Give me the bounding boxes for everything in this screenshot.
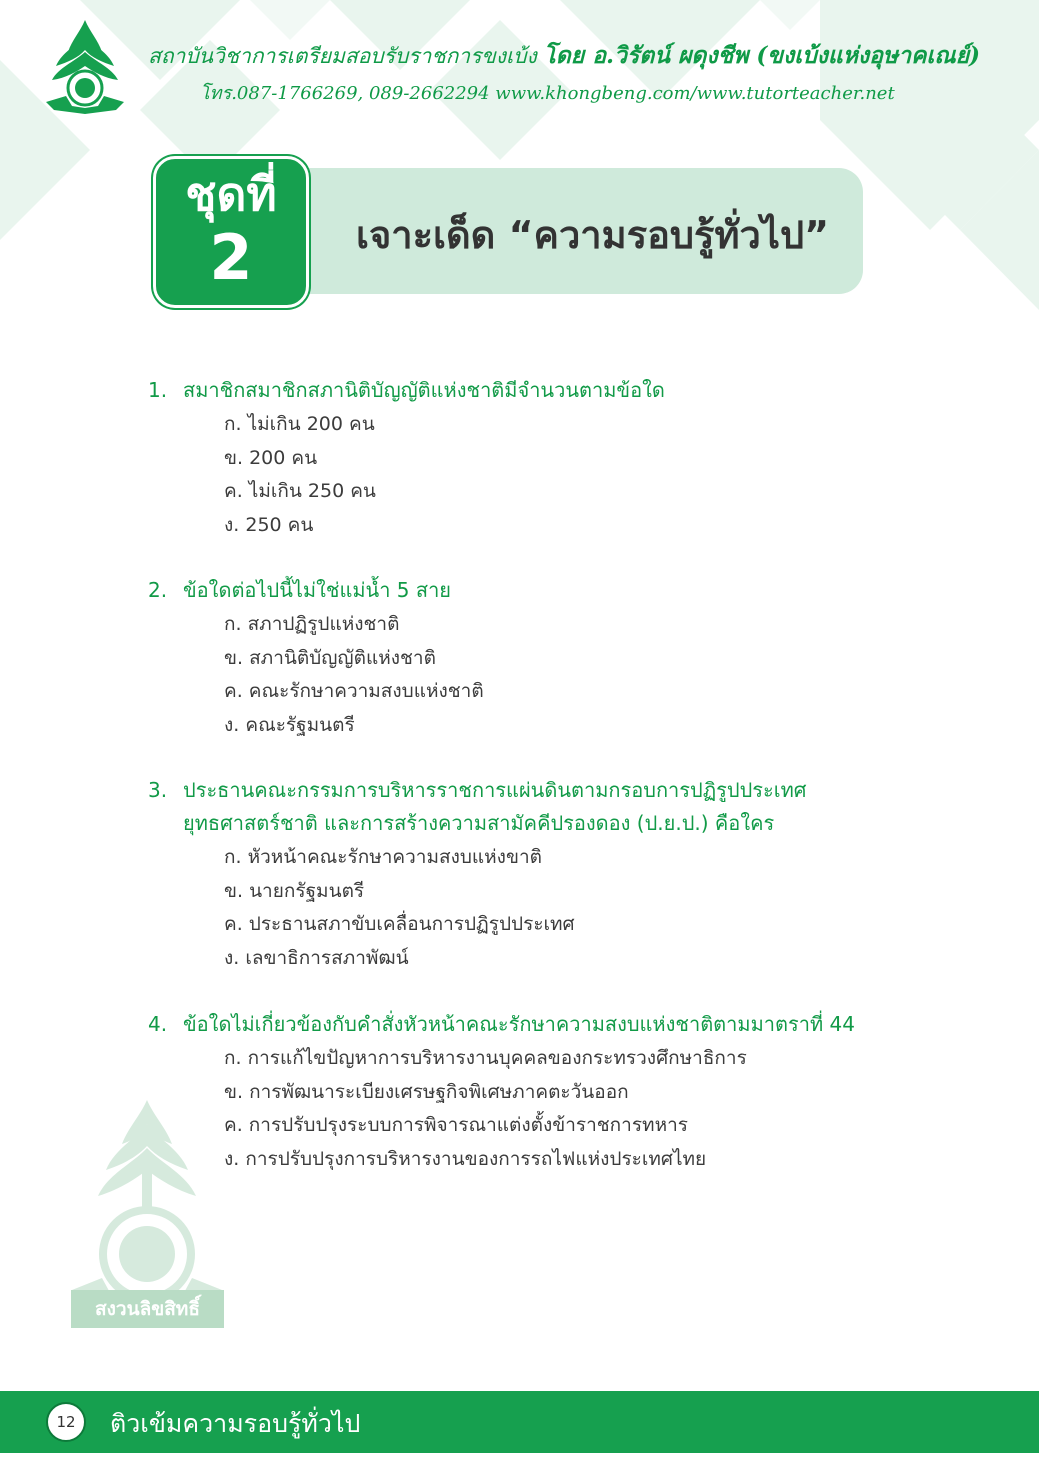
question-number: 4. [148, 1012, 168, 1036]
option-b: ข. สภานิติบัญญัติแห่งชาติ [224, 646, 436, 669]
option-c: ค. ประธานสภาขับเคลื่อนการปฏิรูปประเทศ [224, 913, 575, 935]
question-number: 2. [148, 578, 168, 602]
option-d: ง. คณะรัฐมนตรี [224, 713, 355, 736]
question-4 [148, 1008, 855, 1176]
header-author: โดย อ.วิรัตน์ ผดุงชีพ (ขงเบ้งแห่งอุษาคเณย์) [543, 42, 980, 69]
option-b: ข. 200 คน [224, 446, 318, 469]
page-title: เจาะเด็ด “ความรอบรู้ทั่วไป” [356, 213, 830, 257]
set-label: ชุดที่ [185, 167, 277, 221]
option-d: ง. 250 คน [224, 513, 314, 536]
option-a: ก. การแก้ไขปัญหาการบริหารงานบุคคลของกระทรวงศึกษาธิการ [224, 1047, 747, 1069]
question-text: ข้อใดไม่เกี่ยวข้องกับคำสั่งหัวหน้าคณะรักษาความสงบแห่งชาติตามมาตราที่ 44 [183, 1012, 855, 1036]
footer-title: ติวเข้มความรอบรู้ทั่วไป [110, 1409, 361, 1438]
header-contact: โทร.087-1766269, 089-2662294 www.khongbeng.com/www.tutorteacher.net [200, 83, 895, 104]
question-1 [148, 374, 665, 542]
option-list [224, 408, 665, 542]
question-text: ข้อใดต่อไปนี้ไม่ใช่แม่น้ำ 5 สาย [183, 578, 452, 602]
option-d: ง. การปรับปรุงการบริหารงานของการรถไฟแห่งประเทศไทย [224, 1147, 707, 1170]
page-number: 12 [46, 1402, 86, 1442]
title-banner [300, 168, 863, 294]
option-b: ข. การพัฒนาระเบียงเศรษฐกิจพิเศษภาคตะวันออก [224, 1080, 629, 1103]
header-institute-name: สถาบันวิชาการเตรียมสอบรับราชการขงเบ้ง [148, 44, 537, 68]
option-list [224, 841, 807, 975]
question-text: ประธานคณะกรรมการบริหารราชการแผ่นดินตามกรอบการปฏิรูปประเทศ [183, 778, 807, 802]
option-a: ก. ไม่เกิน 200 คน [224, 413, 375, 435]
question-text-line-2: ยุทธศาสตร์ชาติ และการสร้างความสามัคคีปรองดอง (ป.ย.ป.) คือใคร [183, 811, 775, 835]
option-c: ค. การปรับปรุงระบบการพิจารณาแต่งตั้งข้าราชการทหาร [224, 1114, 688, 1136]
option-a: ก. หัวหน้าคณะรักษาความสงบแห่งขาติ [224, 846, 542, 868]
option-a: ก. สภาปฏิรูปแห่งชาติ [224, 613, 400, 635]
option-d: ง. เลขาธิการสภาพัฒน์ [224, 946, 409, 969]
option-list [224, 1042, 855, 1176]
question-3 [148, 774, 807, 975]
question-2 [148, 574, 484, 742]
question-number: 1. [148, 378, 168, 402]
footer-bar [0, 1391, 1039, 1453]
question-text: สมาชิกสมาชิกสภานิติบัญญัติแห่งชาติมีจำนวนตามข้อใด [183, 378, 665, 402]
option-c: ค. ไม่เกิน 250 คน [224, 480, 376, 502]
set-badge [153, 156, 309, 308]
copyright-label: สงวนลิขสิทธิ์ [71, 1290, 224, 1328]
option-c: ค. คณะรักษาความสงบแห่งชาติ [224, 680, 484, 702]
institute-logo [42, 18, 128, 114]
set-number: 2 [209, 221, 253, 294]
header-institute-line [148, 38, 1028, 74]
question-number: 3. [148, 778, 168, 802]
option-list [224, 608, 484, 742]
option-b: ข. นายกรัฐมนตรี [224, 879, 365, 902]
